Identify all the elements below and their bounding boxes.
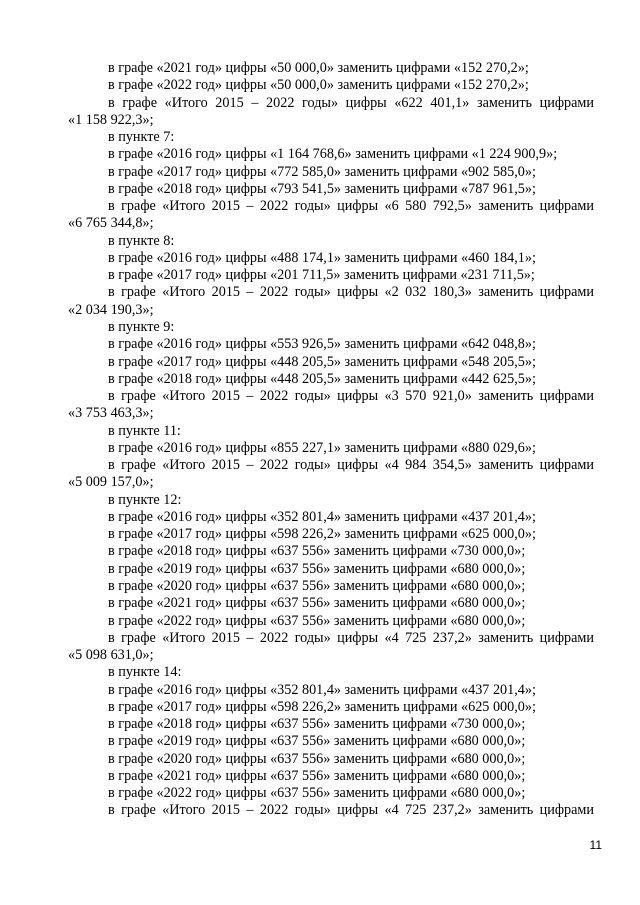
text-line: в графе «2018 год» цифры «637 556» заменить цифрами «730 000,0»; — [108, 716, 526, 733]
text-line: «3 753 463,3»; — [68, 405, 154, 422]
text-line: в графе «2021 год» цифры «50 000,0» заменить цифрами «152 270,2»; — [108, 60, 529, 76]
text-line: в пункте 11: — [108, 422, 181, 439]
text-line: в графе «2018 год» цифры «448 205,5» заменить цифрами «442 625,5»; — [108, 370, 536, 387]
text-line: в графе «2022 год» цифры «637 556» заменить цифрами «680 000,0»; — [108, 785, 526, 802]
text-line: в графе «2019 год» цифры «637 556» заменить цифрами «680 000,0»; — [108, 733, 526, 750]
text-line: «5 009 157,0»; — [68, 474, 154, 491]
text-line: в пункте 7: — [108, 129, 175, 146]
text-line: в графе «2020 год» цифры «637 556» заменить цифрами «680 000,0»; — [108, 577, 526, 594]
document-body — [68, 60, 594, 820]
text-line: «2 034 190,3»; — [68, 301, 154, 318]
text-line: «1 158 922,3»; — [68, 111, 154, 128]
text-line: в графе «Итого 2015 – 2022 годы» цифры «3 570 921,0» заменить цифрами — [108, 388, 594, 405]
text-line: в графе «2020 год» цифры «637 556» заменить цифрами «680 000,0»; — [108, 750, 526, 767]
text-line: в графе «2022 год» цифры «50 000,0» заменить цифрами «152 270,2»; — [108, 77, 529, 94]
text-line: в графе «Итого 2015 – 2022 годы» цифры «622 401,1» заменить цифрами — [108, 94, 594, 111]
text-line: в графе «2021 год» цифры «637 556» заменить цифрами «680 000,0»; — [108, 595, 526, 612]
text-line: в пункте 12: — [108, 491, 182, 508]
text-line: в графе «Итого 2015 – 2022 годы» цифры «6 580 792,5» заменить цифрами — [108, 198, 594, 215]
text-line: в графе «2016 год» цифры «1 164 768,6» заменить цифрами «1 224 900,9»; — [108, 146, 558, 163]
text-line: в графе «2019 год» цифры «637 556» заменить цифрами «680 000,0»; — [108, 560, 526, 577]
text-line: в пункте 9: — [108, 318, 175, 335]
text-line: в графе «2017 год» цифры «448 205,5» заменить цифрами «548 205,5»; — [108, 353, 536, 370]
page-number: 11 — [589, 838, 602, 852]
text-line: в пункте 8: — [108, 232, 175, 249]
text-line: в графе «2016 год» цифры «352 801,4» заменить цифрами «437 201,4»; — [108, 508, 536, 525]
text-line: в графе «2017 год» цифры «201 711,5» заменить цифрами «231 711,5»; — [108, 267, 535, 284]
text-line: в пункте 14: — [108, 664, 182, 681]
text-line: в графе «2018 год» цифры «637 556» заменить цифрами «730 000,0»; — [108, 543, 526, 560]
text-line: в графе «2016 год» цифры «488 174,1» заменить цифрами «460 184,1»; — [108, 249, 536, 266]
text-line: в графе «2018 год» цифры «793 541,5» заменить цифрами «787 961,5»; — [108, 180, 536, 197]
text-line: в графе «2016 год» цифры «553 926,5» заменить цифрами «642 048,8»; — [108, 336, 536, 353]
text-line: в графе «2022 год» цифры «637 556» заменить цифрами «680 000,0»; — [108, 612, 526, 629]
text-line: в графе «Итого 2015 – 2022 годы» цифры «4 725 237,2» заменить цифрами — [108, 802, 594, 819]
text-line: в графе «Итого 2015 – 2022 годы» цифры «4 984 354,5» заменить цифрами — [108, 457, 594, 474]
text-line: в графе «2016 год» цифры «855 227,1» заменить цифрами «880 029,6»; — [108, 439, 536, 456]
text-line: в графе «Итого 2015 – 2022 годы» цифры «4 725 237,2» заменить цифрами — [108, 629, 594, 646]
text-line: в графе «2016 год» цифры «352 801,4» заменить цифрами «437 201,4»; — [108, 681, 536, 698]
text-line: в графе «2017 год» цифры «598 226,2» заменить цифрами «625 000,0»; — [108, 526, 536, 543]
text-line: в графе «2021 год» цифры «637 556» заменить цифрами «680 000,0»; — [108, 767, 526, 784]
text-line: в графе «2017 год» цифры «772 585,0» заменить цифрами «902 585,0»; — [108, 163, 536, 180]
text-line: в графе «Итого 2015 – 2022 годы» цифры «2 032 180,3» заменить цифрами — [108, 284, 594, 301]
text-line: «5 098 631,0»; — [68, 647, 154, 664]
text-line: «6 765 344,8»; — [68, 215, 154, 232]
text-line: в графе «2017 год» цифры «598 226,2» заменить цифрами «625 000,0»; — [108, 698, 536, 715]
